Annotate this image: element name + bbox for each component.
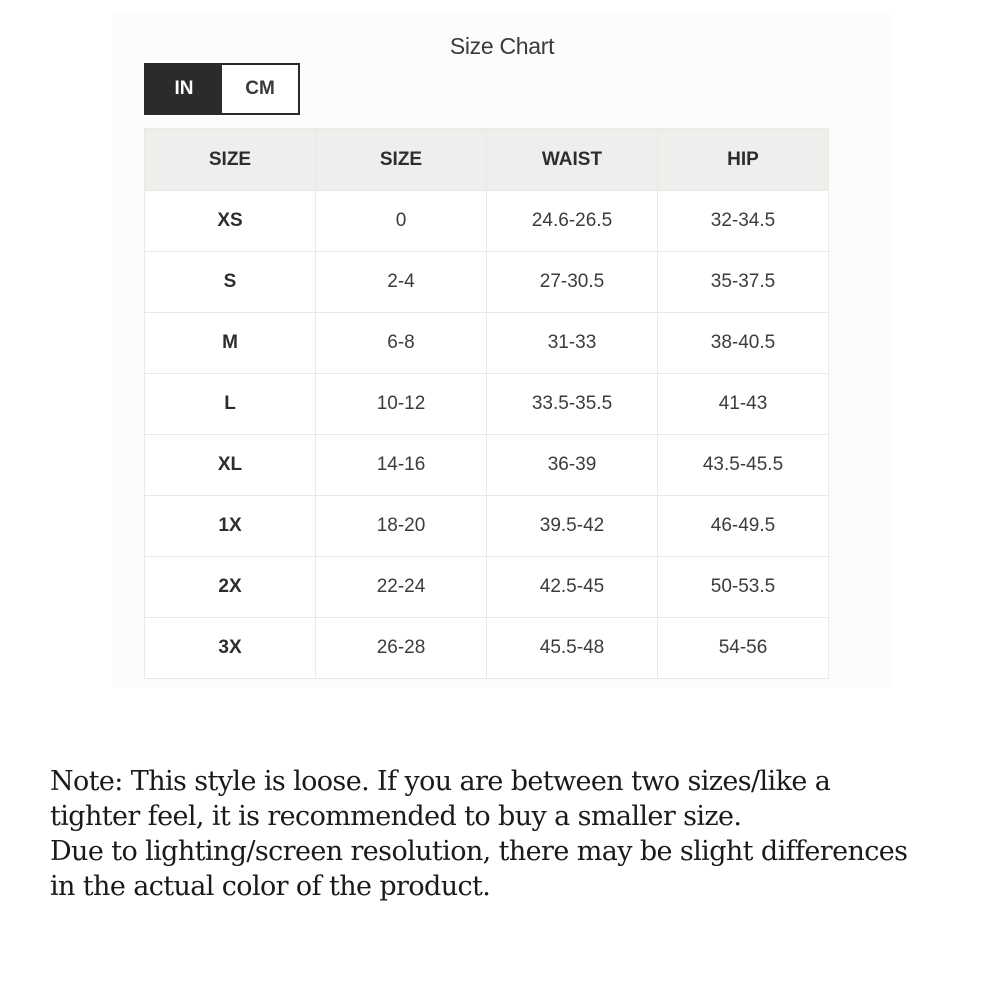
header-size-number: SIZE [316, 129, 487, 191]
cell-size-number: 26-28 [316, 618, 487, 679]
cell-size-letter: XS [145, 191, 316, 252]
cell-size-letter: 2X [145, 557, 316, 618]
cell-size-letter: M [145, 313, 316, 374]
cell-waist: 45.5-48 [487, 618, 658, 679]
note-line: Note: This style is loose. If you are between two sizes/like a [50, 766, 831, 797]
cell-size-letter: XL [145, 435, 316, 496]
cell-size-letter: L [145, 374, 316, 435]
unit-option-in[interactable]: IN [146, 65, 222, 113]
cell-size-letter: 1X [145, 496, 316, 557]
size-chart-title: Size Chart [449, 33, 555, 59]
cell-size-letter: S [145, 252, 316, 313]
cell-waist: 31-33 [487, 313, 658, 374]
cell-hip: 43.5-45.5 [658, 435, 829, 496]
header-waist: WAIST [487, 129, 658, 191]
note-line: tighter feel, it is recommended to buy a smaller size. [50, 801, 742, 832]
cell-size-number: 18-20 [316, 496, 487, 557]
note-line: Due to lighting/screen resolution, there may be slight differences [50, 836, 908, 867]
header-size-letter: SIZE [145, 129, 316, 191]
cell-size-number: 6-8 [316, 313, 487, 374]
header-hip: HIP [658, 129, 829, 191]
cell-size-letter: 3X [145, 618, 316, 679]
cell-hip: 46-49.5 [658, 496, 829, 557]
cell-size-number: 14-16 [316, 435, 487, 496]
cell-waist: 27-30.5 [487, 252, 658, 313]
cell-hip: 38-40.5 [658, 313, 829, 374]
table-row [145, 374, 829, 435]
cell-waist: 39.5-42 [487, 496, 658, 557]
table-header-row [145, 129, 829, 191]
table-row [145, 496, 829, 557]
unit-option-cm[interactable]: CM [222, 65, 298, 113]
cell-hip: 35-37.5 [658, 252, 829, 313]
cell-waist: 36-39 [487, 435, 658, 496]
table-row [145, 191, 829, 252]
note-line: in the actual color of the product. [50, 871, 491, 902]
table-row [145, 435, 829, 496]
cell-hip: 54-56 [658, 618, 829, 679]
cell-size-number: 10-12 [316, 374, 487, 435]
cell-size-number: 22-24 [316, 557, 487, 618]
unit-toggle[interactable] [144, 63, 300, 115]
cell-size-number: 0 [316, 191, 487, 252]
cell-waist: 33.5-35.5 [487, 374, 658, 435]
cell-hip: 41-43 [658, 374, 829, 435]
table-row [145, 252, 829, 313]
sizing-note [50, 764, 990, 904]
cell-waist: 42.5-45 [487, 557, 658, 618]
cell-waist: 24.6-26.5 [487, 191, 658, 252]
table-row [145, 557, 829, 618]
cell-hip: 32-34.5 [658, 191, 829, 252]
cell-hip: 50-53.5 [658, 557, 829, 618]
cell-size-number: 2-4 [316, 252, 487, 313]
table-row [145, 313, 829, 374]
size-table [144, 128, 829, 679]
table-row [145, 618, 829, 679]
